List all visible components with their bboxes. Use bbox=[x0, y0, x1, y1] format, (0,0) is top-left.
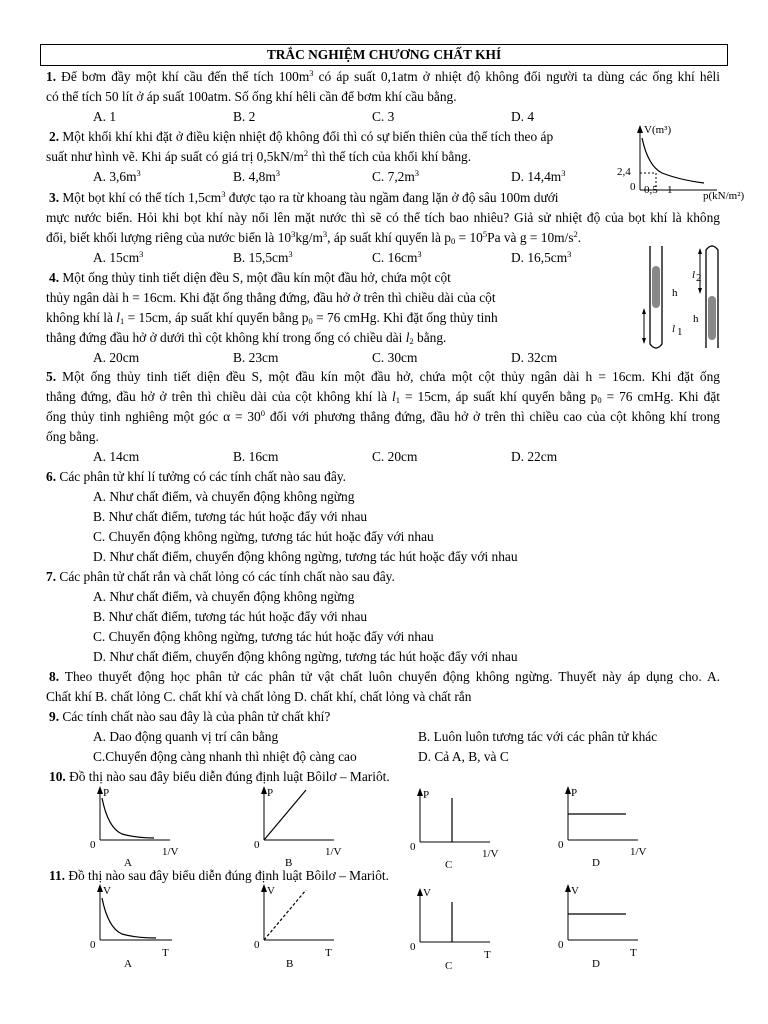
svg-text:0: 0 bbox=[558, 939, 564, 951]
question-2-line-1: 2. Một khối khí khi đặt ở điều kiện nhiệt độ không đổi thì có sự biến thiên của thể tích theo áp bbox=[49, 129, 554, 144]
q10-graph-a bbox=[90, 786, 179, 869]
q5-option-d[interactable]: D. 22cm bbox=[511, 449, 558, 464]
q5-option-b[interactable]: B. 16cm bbox=[233, 449, 279, 464]
q4-option-c[interactable]: C. 30cm bbox=[372, 350, 418, 365]
svg-text:V: V bbox=[267, 885, 275, 897]
svg-text:T: T bbox=[162, 947, 169, 959]
svg-text:T: T bbox=[325, 947, 332, 959]
q6-option-a[interactable]: A. Như chất điểm, và chuyển động không ngừng bbox=[93, 489, 355, 504]
question-1-line-2: có thể tích 50 lít ở áp suất 100atm. Số ống khí hêli cần để bơm khí cầu bằng. bbox=[46, 89, 457, 104]
question-10-stem: 10. Đồ thị nào sau đây biểu diễn đúng định luật Bôilơ – Mariôt. bbox=[49, 769, 390, 784]
q3-option-c[interactable]: C. $16cm^3$ bbox=[372, 249, 422, 265]
q4-option-a[interactable]: A. 20cm bbox=[93, 350, 140, 365]
svg-text:1/V: 1/V bbox=[630, 846, 647, 858]
q9-option-b[interactable]: B. Luôn luôn tương tác với các phân tử khác bbox=[418, 729, 658, 744]
question-4-line-3: không khí là $l_1 = 15cm$, áp suất khí quyển bằng $p_0 = 76$ cmHg. Khi đặt ống thủy tinh bbox=[46, 310, 498, 326]
graph-x-tick-1: 0,5 bbox=[644, 184, 658, 196]
q10-graph-d bbox=[558, 786, 647, 869]
graph-x-label: p(kN/m²) bbox=[703, 190, 745, 202]
svg-text:2: 2 bbox=[696, 272, 702, 284]
q2-option-a[interactable]: A. $3,6m^3$ bbox=[93, 168, 141, 184]
svg-text:B: B bbox=[286, 958, 294, 970]
q10-graph-b bbox=[254, 786, 342, 869]
q11-graph-b bbox=[254, 884, 334, 970]
svg-text:A: A bbox=[124, 958, 132, 970]
q1-option-d[interactable]: D. 4 bbox=[511, 109, 535, 124]
question-4-line-1: 4. Một ống thủy tinh tiết diện đều S, một đầu kín một đầu hở, chứa một cột bbox=[49, 270, 451, 285]
question-3-line-1: 3. Một bọt khí có thể tích $1,5cm^3$ được tạo ra từ khoang tàu ngầm đang lặn ở độ sâu 100m dưới bbox=[49, 189, 559, 205]
svg-text:C: C bbox=[445, 859, 453, 871]
q9-option-a[interactable]: A. Dao động quanh vị trí cân bằng bbox=[93, 729, 279, 744]
svg-text:D: D bbox=[592, 958, 600, 970]
q1-option-a[interactable]: A. 1 bbox=[93, 109, 117, 124]
question-7-stem: 7. Các phân tử chất rắn và chất lỏng có các tính chất nào sau đây. bbox=[46, 569, 395, 584]
svg-text:P: P bbox=[103, 787, 110, 799]
q4-option-d[interactable]: D. 32cm bbox=[511, 350, 558, 365]
svg-text:V: V bbox=[423, 887, 431, 899]
svg-text:V: V bbox=[103, 885, 111, 897]
question-3-line-3: đổi, biết khối lượng riêng của nước biển là $10^3kg/m^3$, áp suất khí quyển là $p_0 = 10^5Pa$ và $g = 10m/s^2$. bbox=[46, 229, 582, 246]
question-10-graphs bbox=[80, 782, 720, 872]
svg-text:P: P bbox=[423, 789, 430, 801]
question-9-stem: 9. Các tính chất nào sau đây là của phân tử chất khí? bbox=[49, 709, 331, 724]
volume-pressure-graph bbox=[612, 120, 762, 205]
svg-text:0: 0 bbox=[90, 939, 96, 951]
q6-option-d[interactable]: D. Như chất điểm, chuyển động không ngừng, tương tác hút hoặc đẩy với nhau bbox=[93, 549, 518, 564]
svg-text:T: T bbox=[630, 947, 637, 959]
q2-option-c[interactable]: C. $7,2m^3$ bbox=[372, 168, 420, 184]
fig-l2-label: l bbox=[692, 269, 696, 281]
question-4-line-4: thẳng đứng đầu hở ở dưới thì cột không khí trong ống có chiều dài $l_2$ bằng. bbox=[46, 330, 447, 346]
question-4-line-2: thủy ngân dài h = 16cm. Khi đặt ống thẳng đứng, đầu hở ở trên thì chiều dài của cột bbox=[46, 290, 496, 305]
svg-text:1/V: 1/V bbox=[162, 846, 179, 858]
q7-option-d[interactable]: D. Như chất điểm, chuyển động không ngừng, tương tác hút hoặc đẩy với nhau bbox=[93, 649, 518, 664]
svg-text:C: C bbox=[445, 960, 453, 972]
q7-option-a[interactable]: A. Như chất điểm, và chuyển động không ngừng bbox=[93, 589, 355, 604]
svg-text:0: 0 bbox=[254, 939, 260, 951]
graph-y-label: V(m³) bbox=[644, 124, 672, 136]
svg-text:0: 0 bbox=[254, 839, 260, 851]
question-5-line-3: ống thủy tinh nghiêng một góc $\alpha = 30^0$ đối với phương thẳng đứng, đầu hở ở trên thì chiều cao của cột không khí trong bbox=[46, 408, 720, 424]
svg-text:T: T bbox=[484, 949, 491, 961]
glass-tube-figure bbox=[640, 240, 730, 355]
q3-option-a[interactable]: A. $15cm^3$ bbox=[93, 249, 144, 265]
q6-option-b[interactable]: B. Như chất điểm, tương tác hút hoặc đẩy với nhau bbox=[93, 509, 368, 524]
fig-l1-label: l bbox=[672, 323, 676, 335]
svg-text:A: A bbox=[124, 857, 132, 869]
svg-text:B: B bbox=[285, 857, 293, 869]
q9-option-c[interactable]: C.Chuyển động càng nhanh thì nhiệt độ càng cao bbox=[93, 749, 357, 764]
fig-h-label-1: h bbox=[672, 287, 678, 299]
q1-option-c[interactable]: C. 3 bbox=[372, 109, 395, 124]
graph-origin: 0 bbox=[630, 181, 636, 193]
question-1-line-1: 1. Để bơm đầy một khí cầu đến thể tích $100m^3$ có áp suất 0,1atm ở nhiệt độ không đổi người ta dùng các ống khí hêli bbox=[46, 68, 720, 84]
graph-y-tick: 2,4 bbox=[617, 166, 631, 178]
svg-text:1/V: 1/V bbox=[482, 848, 499, 860]
question-2-line-2: suất như hình vẽ. Khi áp suất có giá trị $0,5kN/m^2$ thì thể tích của khối khí bằng. bbox=[46, 148, 472, 164]
svg-text:1/V: 1/V bbox=[325, 846, 342, 858]
question-5-line-2: thẳng đứng, đầu hở ở trên thì chiều dài của cột không khí là $l_1 = 15cm$, áp suất khí quyển bằng $p_0 = 76$ cmHg. Khi đặt bbox=[46, 389, 720, 405]
question-5-line-1: 5. Một ống thủy tinh tiết diện đều S, một đầu kín một đầu hở, chứa một cột thủy ngân dài h = 16cm. Khi đặt ống bbox=[46, 369, 720, 384]
q11-graph-d bbox=[558, 884, 638, 970]
question-8-line-2: Chất khí B. chất lỏng C. chất khí và chất lỏng D. chất khí, chất lỏng và chất rắn bbox=[46, 689, 472, 704]
q2-option-d[interactable]: D. $14,4m^3$ bbox=[511, 168, 566, 184]
svg-text:0: 0 bbox=[410, 841, 416, 853]
q11-graph-a bbox=[90, 884, 172, 970]
q5-option-a[interactable]: A. 14cm bbox=[93, 449, 140, 464]
q6-option-c[interactable]: C. Chuyển động không ngừng, tương tác hút hoặc đẩy với nhau bbox=[93, 529, 434, 544]
svg-text:V: V bbox=[571, 885, 579, 897]
svg-text:P: P bbox=[571, 787, 578, 799]
question-8-line-1: 8. Theo thuyết động học phân tử các phân tử vật chất luôn chuyển động không ngừng. Thuyết này áp dụng cho. A. bbox=[49, 669, 720, 684]
page-title: TRẮC NGHIỆM CHƯƠNG CHẤT KHÍ bbox=[40, 44, 728, 66]
fig-h-label-2: h bbox=[693, 313, 699, 325]
question-5-line-4: ống bằng. bbox=[46, 429, 99, 444]
q2-option-b[interactable]: B. $4,8m^3$ bbox=[233, 168, 281, 184]
q9-option-d[interactable]: D. Cả A, B, và C bbox=[418, 749, 509, 764]
q7-option-c[interactable]: C. Chuyển động không ngừng, tương tác hút hoặc đẩy với nhau bbox=[93, 629, 434, 644]
q11-graph-c bbox=[410, 887, 491, 972]
svg-text:P: P bbox=[267, 787, 274, 799]
svg-text:0: 0 bbox=[410, 941, 416, 953]
svg-text:1: 1 bbox=[677, 326, 683, 338]
svg-text:0: 0 bbox=[90, 839, 96, 851]
question-11-stem: 11. Đồ thị nào sau đây biểu diễn đúng định luật Bôilơ – Mariôt. bbox=[49, 868, 389, 883]
q4-option-b[interactable]: B. 23cm bbox=[233, 350, 279, 365]
graph-x-tick-2: 1 bbox=[667, 184, 673, 196]
q10-graph-c bbox=[410, 788, 499, 871]
svg-text:D: D bbox=[592, 857, 600, 869]
question-3-line-2: mực nước biển. Hỏi khi bọt khí này nổi lên mặt nước thì sẽ có thể tích bao nhiêu? Giả sử nhiệt độ của bọt khí là không bbox=[46, 210, 720, 225]
q3-option-d[interactable]: D. $16,5cm^3$ bbox=[511, 249, 572, 265]
q3-option-b[interactable]: B. $15,5cm^3$ bbox=[233, 249, 293, 265]
q7-option-b[interactable]: B. Như chất điểm, tương tác hút hoặc đẩy với nhau bbox=[93, 609, 368, 624]
q5-option-c[interactable]: C. 20cm bbox=[372, 449, 418, 464]
question-11-graphs bbox=[80, 880, 720, 975]
q1-option-b[interactable]: B. 2 bbox=[233, 109, 256, 124]
svg-text:0: 0 bbox=[558, 839, 564, 851]
question-6-stem: 6. Các phân tử khí lí tưởng có các tính chất nào sau đây. bbox=[46, 469, 346, 484]
